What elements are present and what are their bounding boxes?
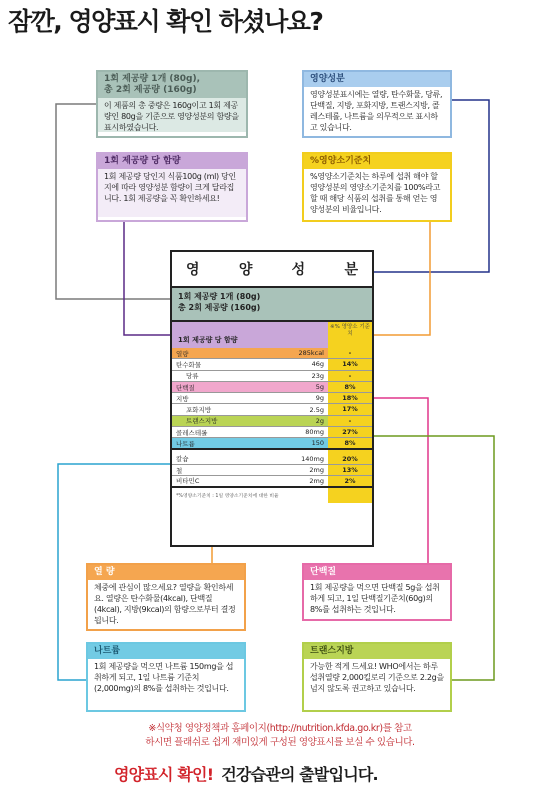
serving-heading-line1: 1회 제공량 1개 (80g),: [104, 74, 201, 84]
trans-fat-heading: 트랜스지방: [304, 644, 450, 659]
nutrient-amount: 2mg: [309, 476, 324, 485]
connector-daily-value: [374, 222, 430, 335]
serving-info-box: [96, 70, 248, 138]
nutrient-pct: 18%: [328, 393, 372, 403]
trans-fat-body: 가능한 적게 드세요! WHO에서는 하루 섭취열량 2,000킬로리 기준으로 2.2g을 넘지 않도록 권고하고 있습니다.: [310, 662, 444, 693]
protein-heading: 단백질: [304, 565, 450, 580]
panel-footnote: *%영양소기준치 : 1일 영양소기준치에 대한 비율: [176, 493, 279, 499]
nutrient-name: 당류: [186, 372, 199, 381]
nutrition-facts-panel: [170, 250, 374, 547]
nutrient-row-cholesterol: [172, 427, 372, 438]
slogan: [114, 762, 378, 785]
panel-serving-line2: 총 2회 제공량 (160g): [178, 303, 261, 312]
nutrient-name: 열량: [176, 349, 189, 358]
nutrients-info-box: [302, 70, 452, 138]
nutrient-row-protein: [172, 382, 372, 393]
daily-value-info-box: [302, 152, 452, 222]
nutrient-name: 비타민C: [176, 477, 200, 486]
panel-title-char: 양: [238, 262, 253, 278]
nutrient-name: 철: [176, 466, 183, 475]
nutrient-row-trans-fat: [172, 416, 372, 427]
slogan-highlight: 영양표시 확인!: [114, 765, 214, 784]
nutrient-name: 단백질: [176, 383, 195, 392]
nutrient-name: 나트륨: [176, 439, 195, 448]
nutrient-amount: 9g: [315, 394, 324, 403]
nutrient-pct: 2%: [328, 476, 372, 485]
nutrient-row-sugars: [172, 371, 372, 382]
nutrient-amount: 150: [311, 439, 324, 448]
nutrient-amount: 23g: [311, 371, 324, 380]
panel-title-char: 영: [186, 262, 200, 278]
panel-title-char: 분: [344, 262, 358, 278]
panel-title-char: 성: [291, 262, 306, 278]
panel-dv-header: ※% 영양소 기준치: [328, 322, 372, 348]
protein-body: 1회 제공량을 먹으면 단백질 5g을 섭취하게 되고, 1일 단백질기준치(60g)의 8%를 섭취하는 것입니다.: [310, 583, 440, 614]
panel-footnote-wrap: [172, 488, 372, 503]
calories-body: 체중에 관심이 많으세요? 열량을 확인하세요. 열량은 탄수화물(4kcal), 단백질(4kcal), 지방(9kcal)의 함량으로부터 결정됩니다.: [94, 583, 236, 625]
calories-info-box: [86, 563, 246, 631]
daily-value-heading: %영양소기준치: [304, 154, 450, 169]
nutrient-amount: 46g: [311, 360, 324, 369]
sodium-info-box: [86, 642, 246, 712]
connector-protein: [374, 398, 428, 563]
nutrient-row-fat: [172, 393, 372, 404]
nutrient-name: 콜레스테롤: [176, 428, 208, 437]
nutrient-name: 포화지방: [186, 406, 212, 415]
connector-per-serving: [124, 222, 170, 335]
nutrient-pct: 8%: [328, 382, 372, 392]
nutrient-row-iron: [172, 465, 372, 476]
slogan-text: 건강습관의 출발입니다.: [221, 765, 378, 784]
nutrient-pct: -: [328, 348, 372, 358]
nutrient-row-carbs: [172, 359, 372, 370]
serving-heading-line2: 총 2회 제공량 (160g): [104, 85, 197, 95]
nutrient-amount: 140mg: [301, 454, 324, 463]
nutrient-row-calcium: [172, 454, 372, 465]
serving-body: 이 제품의 총 중량은 160g이고 1회 제공량인 80g을 기준으로 영양성분의 함량을 표시하였습니다.: [98, 98, 246, 132]
nutrient-pct: 17%: [328, 404, 372, 414]
nutrients-heading: 영양성분: [304, 72, 450, 87]
per-serving-heading: 1회 제공량 당 함량: [98, 154, 246, 169]
nutrient-pct: 13%: [328, 465, 372, 475]
nutrient-row-saturated-fat: [172, 404, 372, 415]
calories-heading: 열 량: [88, 565, 244, 580]
nutrient-pct: 20%: [328, 454, 372, 464]
protein-info-box: [302, 563, 452, 621]
nutrient-pct: 8%: [328, 438, 372, 447]
nutrient-row-sodium: [172, 438, 372, 449]
per-serving-body: 1회 제공량 당인지 식품100g (ml) 당인지에 따라 영양성분 함량이 크게 달라집니다. 1회 제공량을 꼭 확인하세요!: [98, 169, 246, 217]
sodium-heading: 나트륨: [88, 644, 244, 659]
nutrient-name: 트랜스지방: [186, 417, 218, 426]
panel-serving-line1: 1회 제공량 1개 (80g): [178, 292, 261, 301]
panel-serving-band: [172, 288, 372, 322]
nutrient-amount: 5g: [315, 383, 324, 392]
nutrient-pct: -: [328, 371, 372, 381]
reference-notice: [100, 722, 460, 750]
notice-line1: ※식약청 영양정책과 홈페이지(http://nutrition.kfda.go.kr)를 참고: [148, 723, 412, 734]
nutrients-body: 영양성분표시에는 열량, 탄수화물, 당류, 단백질, 지방, 포화지방, 트랜스지방, 콜레스테롤, 나트륨을 의무적으로 표시하고 있습니다.: [310, 90, 443, 132]
nutrient-row-vitamin-c: [172, 476, 372, 487]
panel-per-serving-label: 1회 제공량 당 함량: [178, 336, 238, 344]
nutrient-amount: 2mg: [309, 466, 324, 475]
notice-line2: 하시면 플래쉬로 쉽게 재미있게 구성된 영양표시를 보실 수 있습니다.: [145, 737, 415, 748]
nutrient-pct: 27%: [328, 427, 372, 437]
nutrient-amount: 80mg: [305, 428, 324, 437]
nutrient-pct: 14%: [328, 359, 372, 369]
trans-fat-info-box: [302, 642, 452, 712]
nutrient-rows: [172, 348, 372, 503]
nutrient-pct: -: [328, 416, 372, 426]
nutrient-name: 탄수화물: [176, 360, 202, 369]
nutrient-amount: 2.5g: [309, 405, 324, 414]
daily-value-body: %영양소기준치는 하루에 섭취 해야 할 영양성분의 영양소기준치를 100%라고 할 때 해당 식품의 섭취를 통해 얻는 영양성분의 비율입니다.: [310, 172, 441, 214]
page-title: 잠깐, 영양표시 확인 하셨나요?: [8, 7, 323, 36]
nutrient-name: 칼슘: [176, 455, 189, 464]
nutrient-name: 지방: [176, 394, 189, 403]
nutrient-amount: 285kcal: [298, 349, 324, 358]
nutrient-amount: 2g: [315, 416, 324, 425]
nutrient-row-calories: [172, 348, 372, 359]
sodium-body: 1회 제공량을 먹으면 나트륨 150mg을 섭취하게 되고, 1일 나트륨 기준치(2,000mg)의 8%를 섭취하는 것입니다.: [94, 662, 234, 693]
panel-per-serving-row: [172, 322, 372, 348]
per-serving-info-box: [96, 152, 248, 222]
panel-title: [172, 252, 372, 288]
